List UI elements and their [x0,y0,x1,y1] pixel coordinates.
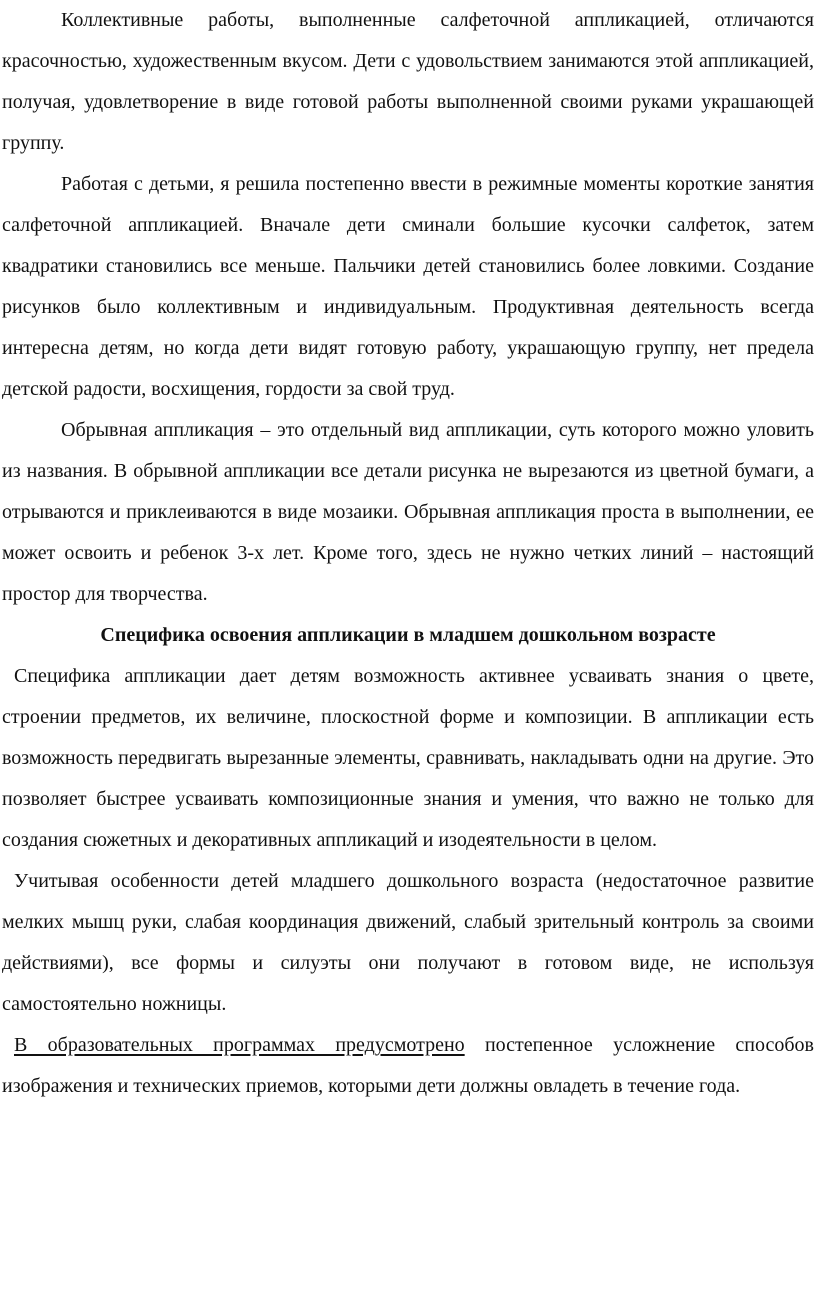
paragraph-age-features: Учитывая особенности детей младшего дошкольного возраста (недостаточное развитие мелких мышц руки, слабая координация движений, слабый зрительный контроль за своими действиями), все формы и силуэты они получают в готовом виде, не используя самостоятельно ножницы. [2,870,814,1015]
section-heading: Специфика освоения аппликации в младшем дошкольном возрасте [100,624,716,646]
paragraph-applique-specifics: Специфика аппликации дает детям возможность активнее усваивать знания о цвете, строении предметов, их величине, плоскостной форме и композиции. В аппликации есть возможность передвигать вырезанные элементы, сравнивать, накладывать одни на другие. Это позволяет быстрее усваивать композиционные знания и умения, что важно не только для создания сюжетных и декоративных аппликаций и изодеятельности в целом. [2,665,814,851]
document-page [2,0,814,1107]
underlined-phrase: В образовательных программах предусмотрено [14,1034,465,1056]
paragraph-working-with-children: Работая с детьми, я решила постепенно ввести в режимные моменты короткие занятия салфеточной аппликацией. Вначале дети сминали большие кусочки салфеток, затем квадратики становились все меньше. Пальчики детей становились более ловкими. Создание рисунков было коллективным и индивидуальным. Продуктивная деятельность всегда интересна детям, но когда дети видят готовую работу, украшающую группу, нет предела детской радости, восхищения, гордости за свой труд. [2,173,814,400]
paragraph-educational-programs [2,1025,814,1107]
paragraph-continuation: постепенное усложнение способов изображения и технических приемов, которыми дети должны овладеть в течение года. [2,1034,814,1097]
paragraph-napkin-collective-works: Коллективные работы, выполненные салфеточной аппликацией, отличаются красочностью, художественным вкусом. Дети с удовольствием занимаются этой аппликацией, получая, удовлетворение в виде готовой работы выполненной своими руками украшающей группу. [2,9,814,154]
paragraph-torn-applique: Обрывная аппликация – это отдельный вид аппликации, суть которого можно уловить из названия. В обрывной аппликации все детали рисунка не вырезаются из цветной бумаги, а отрываются и приклеиваются в виде мозаики. Обрывная аппликация проста в выполнении, ее может освоить и ребенок 3-х лет. Кроме того, здесь не нужно четких линий – настоящий простор для творчества. [2,419,814,605]
